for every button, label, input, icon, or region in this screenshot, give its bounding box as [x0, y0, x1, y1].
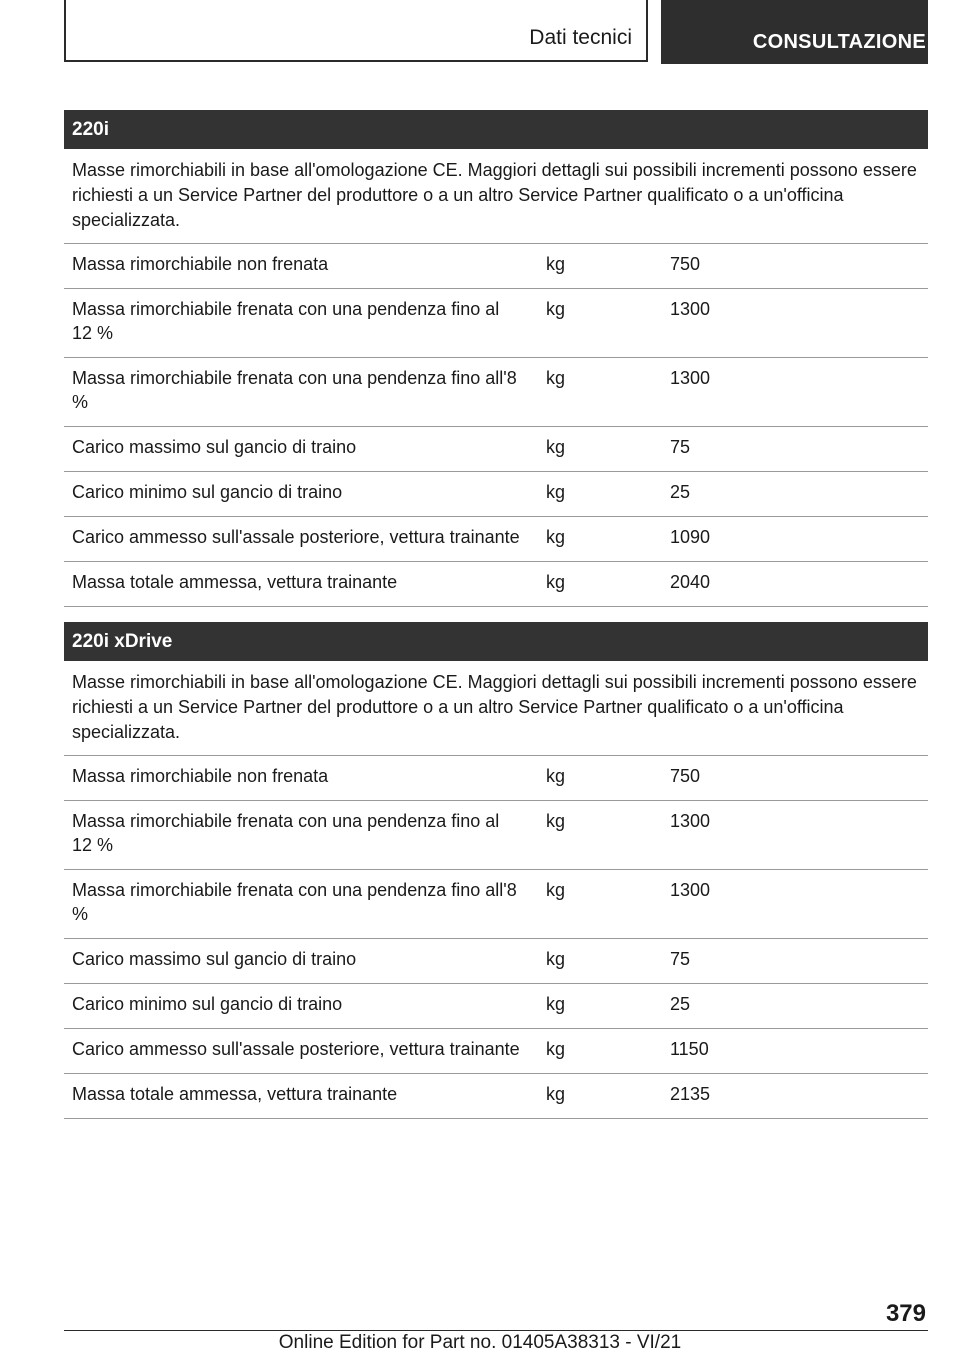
row-value: 750	[670, 766, 701, 786]
row-label: Massa rimorchiabile frenata con una pendenza fino al 12 %	[72, 299, 500, 343]
row-label: Massa totale ammessa, vettura trainante	[72, 1084, 398, 1104]
row-unit: kg	[546, 368, 566, 388]
row-unit: kg	[546, 482, 566, 502]
row-label: Carico massimo sul gancio di traino	[72, 437, 357, 457]
table-row	[64, 358, 928, 427]
row-label: Carico massimo sul gancio di traino	[72, 949, 357, 969]
table-row	[64, 562, 928, 607]
table-row	[64, 984, 928, 1029]
table-row	[64, 427, 928, 472]
table-row	[64, 1029, 928, 1074]
row-unit: kg	[546, 527, 566, 547]
table-row	[64, 472, 928, 517]
row-unit: kg	[546, 880, 566, 900]
row-unit: kg	[546, 1039, 566, 1059]
row-unit: kg	[546, 572, 566, 592]
row-unit: kg	[546, 1084, 566, 1104]
row-label: Massa rimorchiabile frenata con una pendenza fino al 12 %	[72, 811, 500, 855]
row-label: Carico ammesso sull'assale posteriore, vettura trainante	[72, 1039, 520, 1059]
row-value: 25	[670, 994, 691, 1014]
row-unit: kg	[546, 949, 566, 969]
row-unit: kg	[546, 254, 566, 274]
footer-divider	[64, 1330, 928, 1331]
row-unit: kg	[546, 437, 566, 457]
row-unit: kg	[546, 299, 566, 319]
chapter-title	[661, 0, 928, 64]
block-description: Masse rimorchiabili in base all'omologazione CE. Maggiori dettagli sui possibili incrementi possono essere richiesti a un Service Partner del produttore o a un altro Service Partner qualificato o a un'officina specializzata.	[64, 661, 928, 756]
table-row	[64, 244, 928, 289]
row-label: Massa rimorchiabile frenata con una pendenza fino all'8 %	[72, 368, 517, 412]
row-value: 2135	[670, 1084, 711, 1104]
row-value: 1150	[670, 1039, 709, 1059]
row-label: Massa rimorchiabile non frenata	[72, 766, 329, 786]
page-number: 379	[885, 1300, 926, 1327]
table-row	[64, 801, 928, 870]
row-value: 25	[670, 482, 691, 502]
table-row	[64, 517, 928, 562]
row-unit: kg	[546, 994, 566, 1014]
row-label: Massa rimorchiabile non frenata	[72, 254, 329, 274]
block-description: Masse rimorchiabili in base all'omologazione CE. Maggiori dettagli sui possibili incrementi possono essere richiesti a un Service Partner del produttore o a un altro Service Partner qualificato o a un'officina specializzata.	[64, 149, 928, 244]
row-value: 2040	[670, 572, 711, 592]
section-title: Dati tecnici	[64, 0, 648, 62]
table-row	[64, 939, 928, 984]
block-title: 220i	[64, 110, 928, 149]
row-label: Carico minimo sul gancio di traino	[72, 482, 343, 502]
spec-block-220i-xdrive	[64, 622, 928, 1119]
row-value: 75	[670, 437, 691, 457]
row-label: Carico minimo sul gancio di traino	[72, 994, 343, 1014]
row-label: Massa totale ammessa, vettura trainante	[72, 572, 398, 592]
row-value: 1300	[670, 299, 711, 319]
spec-block-220i	[64, 110, 928, 607]
row-unit: kg	[546, 766, 566, 786]
block-title: 220i xDrive	[64, 622, 928, 661]
row-label: Massa rimorchiabile frenata con una pendenza fino all'8 %	[72, 880, 517, 924]
page-header	[64, 0, 928, 66]
row-value: 1300	[670, 368, 711, 388]
table-row	[64, 870, 928, 939]
row-value: 75	[670, 949, 691, 969]
row-value: 750	[670, 254, 701, 274]
chapter-title-text: CONSULTAZIONE	[752, 31, 926, 53]
footer-edition: Online Edition for Part no. 01405A38313 - VI/21	[278, 1332, 682, 1353]
row-value: 1090	[670, 527, 711, 547]
row-value: 1300	[670, 811, 711, 831]
table-row	[64, 756, 928, 801]
table-row	[64, 289, 928, 358]
row-value: 1300	[670, 880, 711, 900]
row-label: Carico ammesso sull'assale posteriore, vettura trainante	[72, 527, 520, 547]
row-unit: kg	[546, 811, 566, 831]
table-row	[64, 1074, 928, 1119]
